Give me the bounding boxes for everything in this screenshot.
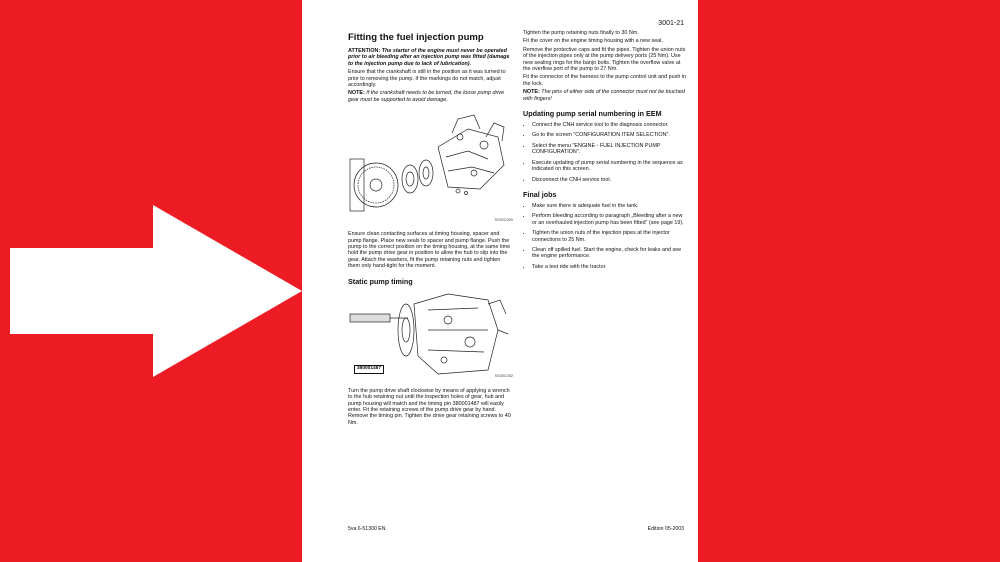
list-item: • Perform bleeding according to paragraph „Bleeding after a new or an overhauled injection pump has been fitted“ (see page 19). — [532, 213, 688, 226]
figure-2-caption: SS05C052 — [494, 374, 513, 379]
list-item: • Make sure there is adequate fuel in the tank. — [532, 203, 688, 209]
note-text: If the crankshaft needs to be turned, the loose pump drive gear must be supported to avoid damage. — [348, 90, 505, 103]
right-note-text: The pins of either side of the connector must not be touched with fingers! — [523, 89, 685, 102]
footer-edition: Edition 05-2003 — [647, 526, 684, 532]
list-item: • Execute updating of pump serial numbering in the sequence as indicated on this screen. — [532, 160, 688, 173]
attention-label: ATTENTION: — [348, 48, 381, 54]
pipes-paragraph: Remove the protective caps and fit the pipes. Tighten the union nuts of the injection pipes only at the pump delivery ports (25 Nm). Use new sealing rings for the banjo bolts. Tighten the overflow valve at the overflow port of the pump to 27 Nm. — [523, 46, 686, 73]
section-heading-final-jobs: Final jobs — [523, 189, 557, 199]
right-note-paragraph — [523, 89, 688, 102]
arrow-right-icon — [10, 205, 302, 377]
list-item: • Tighten the union nuts of the injection pipes at the injector connections to 25 Nm. — [532, 230, 688, 243]
final-jobs-list — [523, 203, 688, 270]
list-item: • Connect the CNH service tool to the diagnosis connector. — [532, 122, 688, 128]
figure-1-caption: SS02C009 — [494, 217, 513, 222]
note-paragraph — [348, 90, 513, 103]
right-column — [523, 30, 688, 274]
list-item: • Take a test ride with the tractor. — [532, 264, 688, 270]
connector-paragraph: Fit the connector of the harness to the pump control unit and push in the lock. — [523, 74, 687, 87]
timing-pin-part-number: 380001487 — [354, 365, 384, 373]
eem-steps-list — [523, 122, 688, 183]
pump-exploded-illustration — [348, 107, 513, 225]
section-heading-static-timing: Static pump timing — [348, 276, 413, 286]
attention-paragraph — [348, 48, 513, 67]
attention-text: The starter of the engine must never be operated prior to air bleeding after an injection pump was fitted (damage to the injection pump due to lack of lubrication). — [348, 48, 510, 67]
list-item: • Go to the screen "CONFIGURATION ITEM SELECTION". — [532, 132, 688, 138]
footer-document-code: 5va 6-51300 EN — [348, 526, 386, 532]
manual-page — [302, 0, 698, 562]
section-heading-eem: Updating pump serial numbering in EEM — [523, 109, 662, 119]
list-item: • Select the menu "ENGINE - FUEL INJECTION PUMP CONFIGURATION". — [532, 143, 688, 156]
list-item: • Clean off spilled fuel. Start the engine, check for leaks and see the engine performance. — [532, 247, 688, 260]
left-column — [348, 30, 513, 428]
note-label: NOTE: — [348, 90, 365, 97]
timing-pin-illustration — [348, 290, 513, 382]
timing-paragraph: Turn the pump drive shaft clockwise by means of applying a wrench to the hub retaining nut until the inspection holes of gear, hub and pump housing will match and the timing pin 380001487 will easily enter. Fit the retaining screws of the pump drive gear by hand. Remove the timing pin. Tighten the drive gear retaining screws to 40 Nm. — [348, 387, 511, 426]
list-item: • Disconnect the CNH service tool. — [532, 177, 688, 183]
seals-paragraph: Ensure clean contacting surfaces at timing housing, spacer and pump flange. Place new seals to spacer and pump flange. Push the pump to the correct position on the timing housing, at the same time hold the pump drive gear in position to allow the hub to slip into the gear. Attach the washers, fit the pump retaining nuts and tighten them only hand-tight for the moment. — [348, 231, 511, 270]
fit-cover-paragraph: Fit the cover on the engine timing housing with a new seal. — [523, 38, 663, 45]
crankshaft-paragraph: Ensure that the crankshaft is still in the position as it was turned to prior to removing the pump. If the markings do not match, adjust accordingly. — [348, 69, 506, 89]
right-note-label: NOTE: — [523, 89, 540, 96]
section-heading-fitting: Fitting the fuel injection pump — [348, 32, 484, 43]
tighten-nuts-paragraph: Tighten the pump retaining nuts finally to 30 Nm. — [523, 30, 639, 36]
page-number: 3001-21 — [658, 20, 684, 27]
